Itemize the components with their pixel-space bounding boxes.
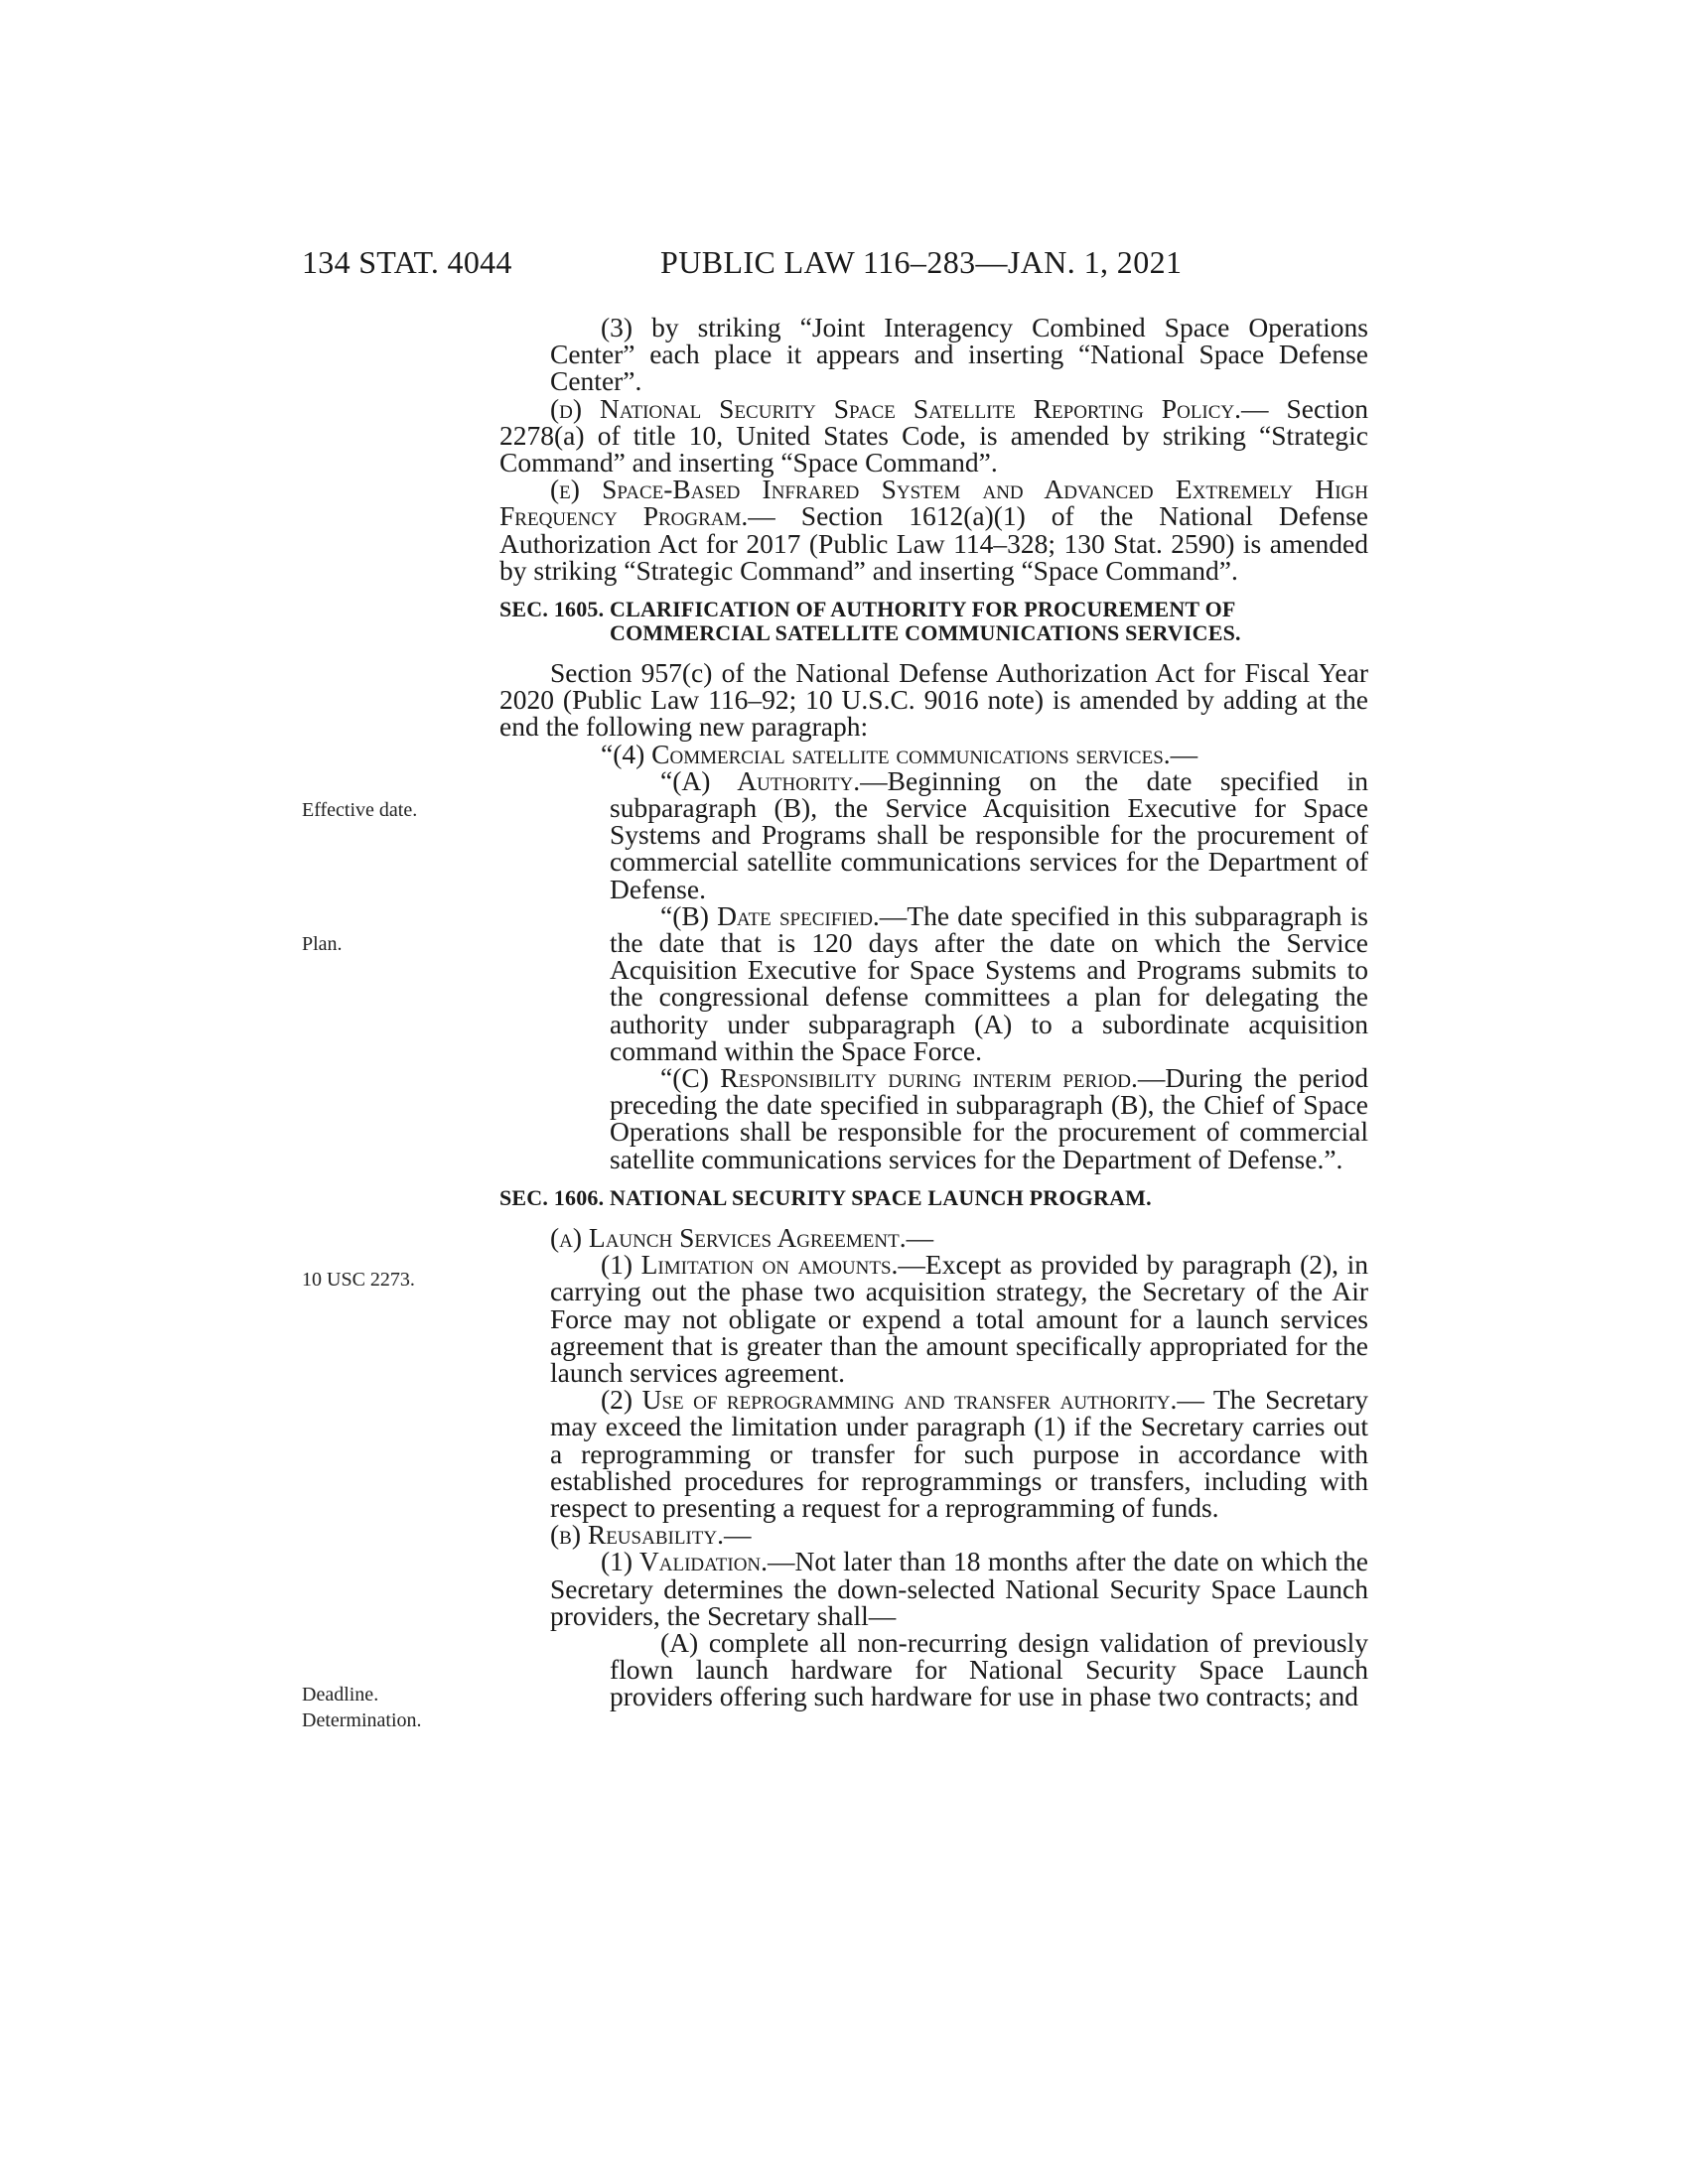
paragraph-b1-text: Not later than 18 months after the date on which the Secretary determines the down-selected National Security Space Launch providers, the Secretary shall— <box>550 1546 1369 1631</box>
subsection-d <box>499 392 1369 478</box>
margin-note-usc: 10 USC 2273. <box>302 1269 415 1291</box>
section-1605-intro: Section 957(c) of the National Defense Authorization Act for Fiscal Year 2020 (Public Law 116–92; 10 U.S.C. 9016 note) is amended by adding at the end the following new paragraph: <box>499 657 1368 743</box>
subparagraph-B-heading: “(B) Date specified.— <box>660 899 908 931</box>
paragraph-a2-text: The Secretary may exceed the limitation under paragraph (1) if the Secretary carries out a reprogramming or transfer for such purpose in accordance with established procedures for reprogrammings or transfers, including with respect to presenting a request for a reprogramming of funds. <box>550 1384 1368 1523</box>
margin-note-effective-date: Effective date. <box>302 799 418 821</box>
paragraph-b1 <box>499 1548 1368 1629</box>
paragraph-a2 <box>499 1386 1368 1521</box>
running-title: PUBLIC LAW 116–283—JAN. 1, 2021 <box>660 244 1183 280</box>
subsection-d-heading: (d) National Security Space Satellite Reporting Policy.— <box>550 392 1269 424</box>
subparagraph-A-heading: “(A) Authority.— <box>660 764 888 796</box>
subparagraph-C-text: During the period preceding the date specified in subparagraph (B), the Chief of Space Operations shall be responsible for the procurement of commercial satellite communications services for the Department of Defense.”. <box>610 1062 1368 1174</box>
subsection-b-heading: (b) Reusability.— <box>550 1519 752 1551</box>
paragraph-4-heading: “(4) Commercial satellite communications services.— <box>601 738 1198 769</box>
paragraph-a1-text: Except as provided by paragraph (2), in carrying out the phase two acquisition strategy, the Secretary of the Air Force may not obligate or expend a total amount for a launch services agreement that is greater than the amount specifically appropriated for the launch services agreement. <box>550 1249 1368 1388</box>
subsection-e-heading: (e) Space-Based Infrared System and Advanced Extremely High Frequency Program.— <box>499 474 1368 532</box>
subparagraph-A <box>499 764 1368 904</box>
page-header <box>0 244 1688 284</box>
margin-note-determination: Determination. <box>302 1709 422 1731</box>
section-1605-title: CLARIFICATION OF AUTHORITY FOR PROCUREMENT OF COMMERCIAL SATELLITE COMMUNICATIONS SERVICES. <box>610 597 1241 646</box>
subsection-d-text: Section 2278(a) of title 10, United States Code, is amended by striking “Strategic Command” and inserting “Space Command”. <box>499 392 1369 478</box>
paragraph-a1-heading: (1) Limitation on amounts.— <box>601 1249 925 1281</box>
section-1605-number: SEC. 1605. <box>499 597 605 622</box>
margin-note-plan: Plan. <box>302 933 343 955</box>
paragraph-a2-heading: (2) Use of reprogramming and transfer authority.— <box>601 1384 1204 1416</box>
subsection-e <box>499 476 1368 584</box>
paragraph-3: (3) by striking “Joint Interagency Combined Space Operations Center” each place it appears and inserting “National Space Defense Center”. <box>550 312 1368 397</box>
subparagraph-A-text: Beginning on the date specified in subparagraph (B), the Service Acquisition Executive for Space Systems and Programs shall be responsible for the procurement of commercial satellite communications services for the Department of Defense. <box>610 764 1368 904</box>
subparagraph-B <box>499 899 1368 1066</box>
subsection-e-text: Section 1612(a)(1) of the National Defense Authorization Act for 2017 (Public Law 114–328; 130 Stat. 2590) is amended by striking “Strategic Command” and inserting “Space Command”. <box>499 500 1369 586</box>
section-1605-heading <box>499 598 1368 645</box>
paragraph-b1-heading: (1) Validation.— <box>601 1546 795 1577</box>
margin-note-deadline: Deadline. <box>302 1684 379 1706</box>
body-text <box>499 314 1368 1710</box>
subparagraph-C-heading: “(C) Responsibility during interim period.— <box>660 1062 1166 1094</box>
paragraph-a1 <box>499 1251 1368 1386</box>
subparagraph-b1A: (A) complete all non-recurring design validation of previously flown launch hardware for National Security Space Launch providers offering such hardware for use in phase two contracts; and <box>610 1626 1368 1712</box>
subparagraph-B-text: The date specified in this subparagraph is the date that is 120 days after the date on which the Service Acquisition Executive for Space Systems and Programs submits to the congressional defense committees a plan for delegating the authority under subparagraph (A) to a subordinate acquisition command within the Space Force. <box>610 899 1368 1066</box>
statute-page-number: 134 STAT. 4044 <box>302 244 512 280</box>
subparagraph-C <box>499 1064 1368 1172</box>
subsection-a-heading: (a) Launch Services Agreement.— <box>550 1221 934 1253</box>
section-1606-heading: SEC. 1606. NATIONAL SECURITY SPACE LAUNCH PROGRAM. <box>499 1184 1152 1210</box>
